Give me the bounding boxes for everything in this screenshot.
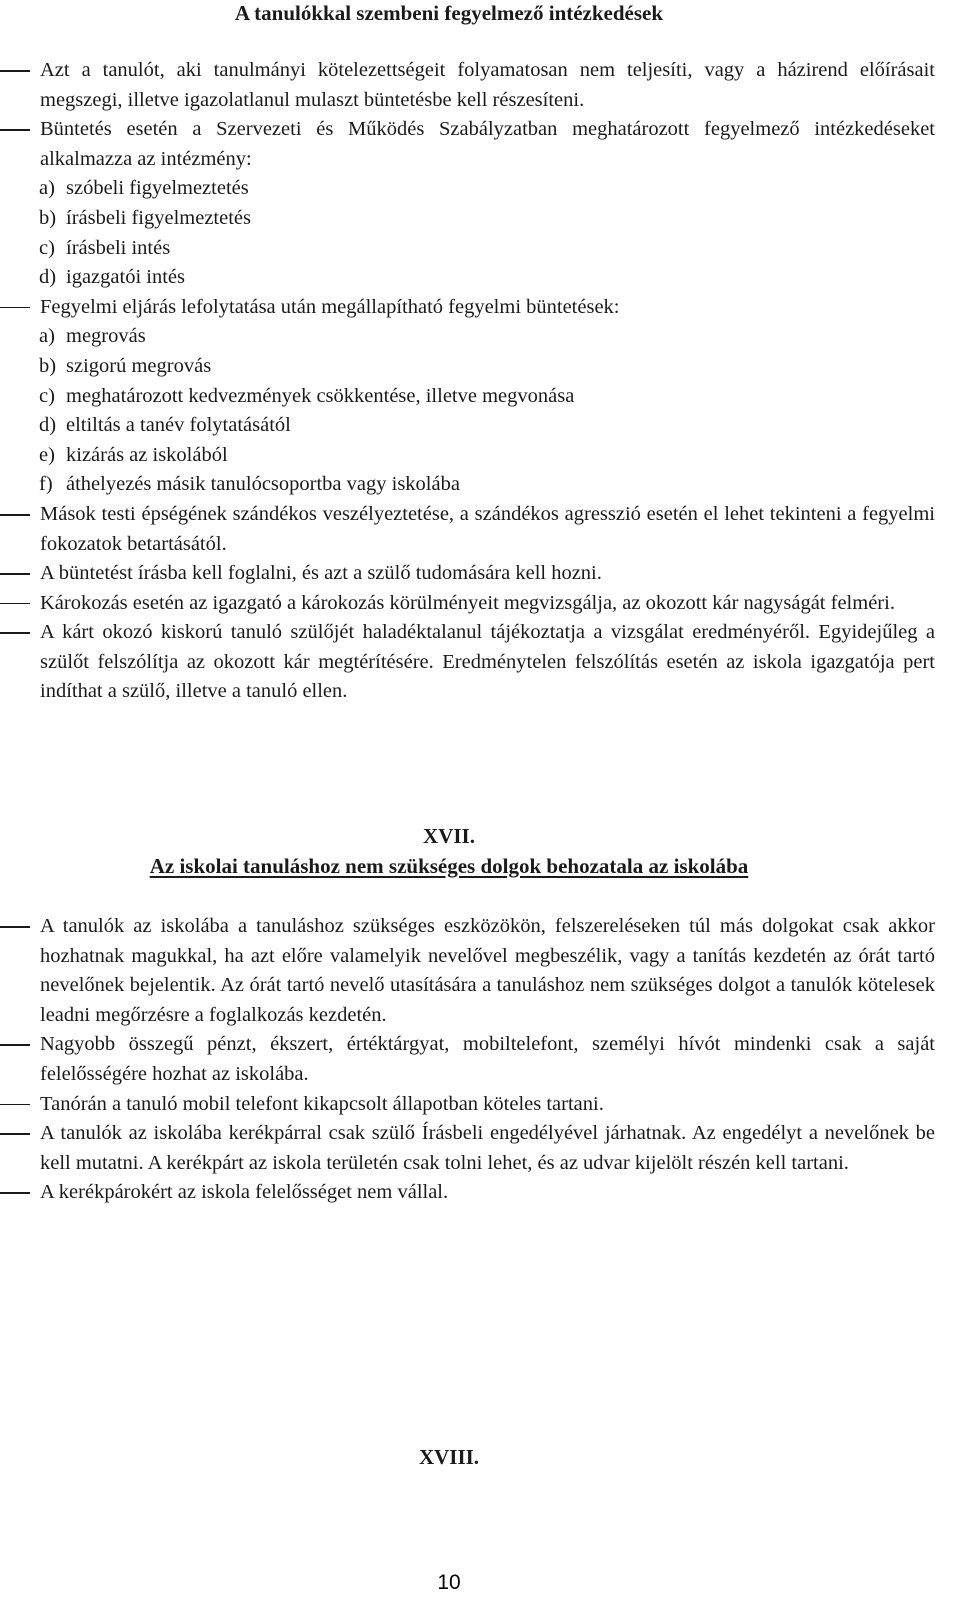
measures-sublist [0,174,898,292]
sublist-letter: c) [39,384,55,407]
list-item [0,589,935,619]
list-item-text: Mások testi épségének szándékos veszélyeztetése, a szándékos agresszió esetén el lehet tekinteni a fegyelmi fokozatok betartásától. [40,502,935,555]
dash-bullet-icon [0,514,30,516]
list-item [0,1090,935,1120]
list-item-text: A kerékpárokért az iskola felelősséget nem vállal. [40,1181,449,1204]
discipline-section [0,56,935,707]
dash-bullet-icon [0,603,30,605]
sublist-item [0,382,898,412]
list-item [0,1030,935,1089]
list-item-text: Nagyobb összegű pénzt, ékszert, értéktárgyat, mobiltelefont, személyi hívót mindenki csak a saját felelősségére hozhat az iskolába. [40,1033,935,1085]
sublist-item [0,204,898,234]
dash-bullet-icon [0,307,30,309]
page-title: A tanulókkal szembeni fegyelmező intézkedések [234,1,664,25]
sublist-item [0,441,898,471]
list-item [0,500,935,559]
section-heading-xviii: XVIII. [418,1445,480,1469]
dash-bullet-icon [0,926,30,928]
list-item-text: A kárt okozó kiskorú tanuló szülőjét haladéktalanul tájékoztatja a vizsgálat eredményéről. Egyidejűleg a szülőt felszólítja az okozott kár megtérítésére. Eredménytelen felszólítás esetén az iskola igazgatója pert indíthat a szülő, illetve a tanuló ellen. [40,621,935,703]
sublist-text: szigorú megrovás [66,354,212,377]
list-item-text: A tanulók az iskolába kerékpárral csak szülő Írásbeli engedélyével járhatnak. Az engedélyt a nevelőnek be kell mutatni. A kerékpárt az iskola területén csak tolni lehet, és az udvar kijelölt részén kell tartani. [40,1122,935,1174]
sublist-item [0,411,898,441]
sublist-text: megrovás [66,325,146,348]
sublist-text: kizárás az iskolából [66,443,228,466]
dash-bullet-icon [0,1104,30,1106]
sublist-item [0,263,898,293]
sublist-text: írásbeli figyelmeztetés [66,206,251,229]
list-item-text: Büntetés esetén a Szervezeti és Működés Szabályzatban meghatározott fegyelmező intézkedéseket alkalmazza az intézmény: [40,118,935,170]
sublist-letter: a) [39,177,55,200]
sublist-letter: d) [39,414,57,437]
list-item-text: Azt a tanulót, aki tanulmányi kötelezettségeit folyamatosan nem teljesíti, vagy a házirend előírásait megszegi, illetve igazolatlanul mulaszt büntetésbe kell részesíteni. [40,59,935,111]
sublist-text: áthelyezés másik tanulócsoportba vagy iskolába [66,473,460,496]
sublist-letter: e) [39,443,55,466]
sublist-text: írásbeli intés [66,236,171,259]
list-item [0,1119,935,1178]
sublist-letter: b) [39,354,57,377]
sublist-item [0,352,898,382]
list-item [0,56,935,115]
list-item-text: A büntetést írásba kell foglalni, és azt a szülő tudomására kell hozni. [40,562,602,585]
sublist-item [0,174,898,204]
dash-bullet-icon [0,1044,30,1046]
section-title: Az iskolai tanuláshoz nem szükséges dolgok behozatala az iskolába [149,853,749,878]
dash-bullet-icon [0,1192,30,1194]
penalties-sublist [0,322,898,500]
dash-bullet-icon [0,129,30,131]
list-item [0,115,935,174]
sublist-text: meghatározott kedvezmények csökkentése, illetve megvonása [66,384,575,407]
list-item-text: Tanórán a tanuló mobil telefont kikapcsolt állapotban köteles tartani. [40,1092,604,1115]
sublist-letter: f) [39,473,53,496]
list-item [0,559,935,589]
dash-bullet-icon [0,573,30,575]
list-item [0,293,935,323]
sublist-item [0,234,898,264]
sublist-text: eltiltás a tanév folytatásától [66,414,291,437]
section-number: XVII. [423,824,475,848]
sublist-text: szóbeli figyelmeztetés [66,177,249,200]
sublist-text: igazgatói intés [66,266,185,289]
dash-bullet-icon [0,1133,30,1135]
list-item [0,618,935,707]
list-item-text: Károkozás esetén az igazgató a károkozás körülményeit megvizsgálja, az okozott kár nagyságát felméri. [40,591,895,614]
sublist-item [0,470,898,500]
list-item [0,1178,935,1208]
list-item-text: Fegyelmi eljárás lefolytatása után megállapítható fegyelmi büntetések: [40,295,620,318]
list-item [0,912,935,1030]
sublist-letter: c) [39,236,55,259]
section-heading-xvii [0,822,898,881]
page-number: 10 [437,1571,461,1594]
list-item-text: A tanulók az iskolába a tanuláshoz szükséges eszközökön, felszereléseken túl más dolgokat csak akkor hozhatnak magukkal, ha azt előre valamelyik nevelővel megbeszélik, vagy a tanítás kezdetén az órát tartó nevelőnek bejelentik. Az órát tartó nevelő utasítására a tanuláshoz nem szükséges dolgot a tanulók kötelesek leadni megőrzésre a foglalkozás kezdetén. [40,915,935,1026]
sublist-item [0,322,898,352]
sublist-letter: a) [39,325,55,348]
dash-bullet-icon [0,632,30,634]
sublist-letter: b) [39,206,57,229]
dash-bullet-icon [0,70,30,72]
items-section [0,912,935,1208]
sublist-letter: d) [39,266,57,289]
